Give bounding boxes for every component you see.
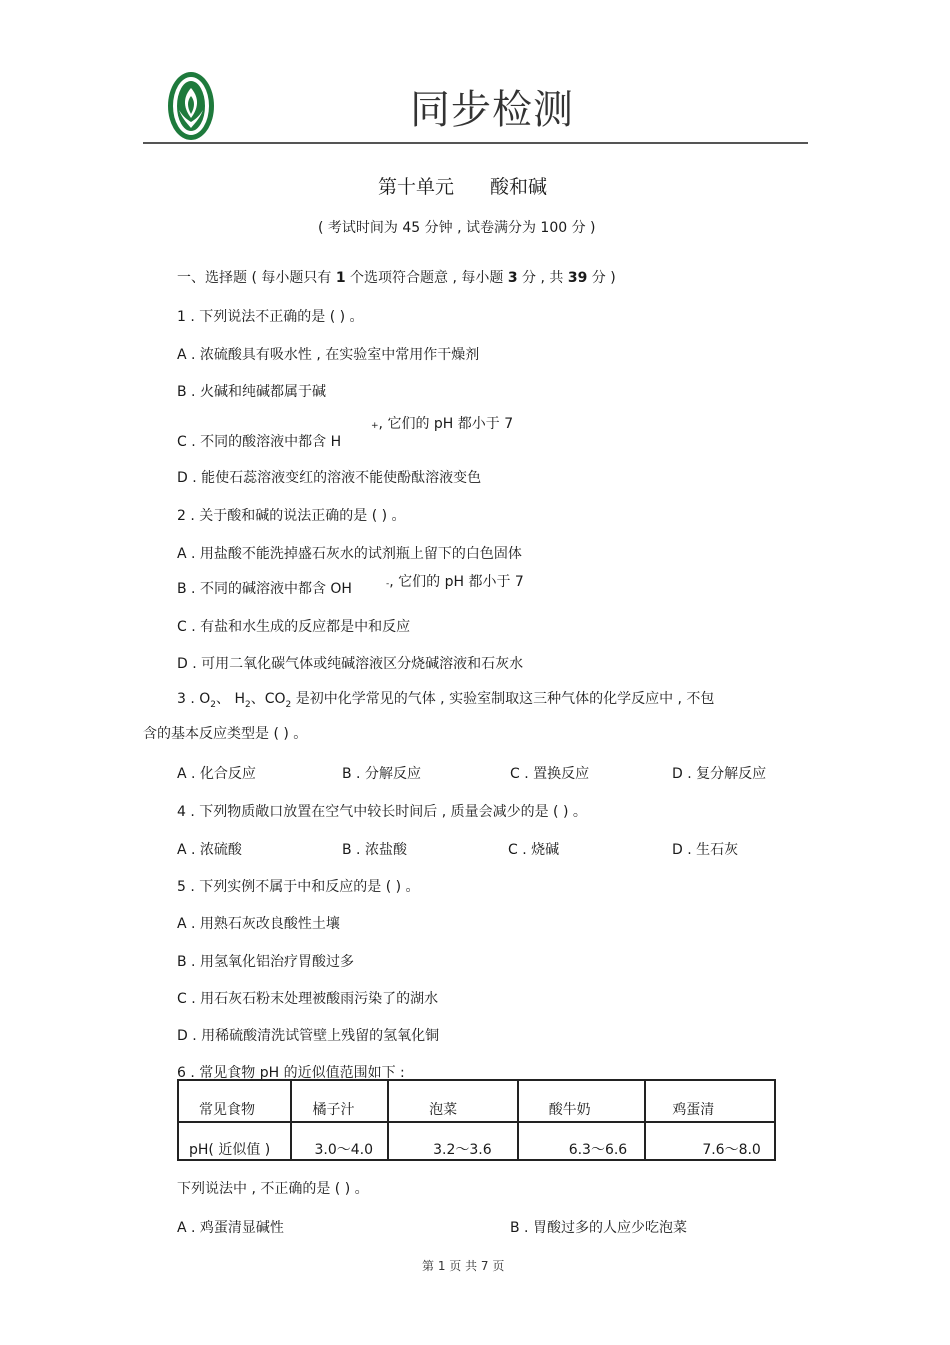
question-5-option-a: A . 用熟石灰改良酸性土壤 bbox=[177, 916, 340, 932]
question-5-option-b: B . 用氢氧化铝治疗胃酸过多 bbox=[177, 954, 354, 970]
question-3-option-b: B . 分解反应 bbox=[342, 766, 421, 782]
question-4-option-b: B . 浓盐酸 bbox=[342, 842, 407, 858]
question-4-option-c: C . 烧碱 bbox=[508, 842, 560, 858]
question-1-option-a: A . 浓硫酸具有吸水性 , 在实验室中常用作干燥剂 bbox=[177, 347, 480, 363]
question-2-option-b-rest: -, 它们的 pH 都小于 7 bbox=[386, 574, 524, 590]
question-5-stem: 5 . 下列实例不属于中和反应的是 ( ) 。 bbox=[177, 879, 420, 895]
exam-info: ( 考试时间为 45 分钟 , 试卷满分为 100 分 ) bbox=[318, 220, 596, 236]
table-cell: 3.0～4.0 bbox=[291, 1122, 388, 1160]
question-1-option-c-rest: +, 它们的 pH 都小于 7 bbox=[371, 416, 514, 432]
table-header-cell: 橘子汁 bbox=[291, 1080, 388, 1122]
question-2-option-b: B . 不同的碱溶液中都含 OH bbox=[177, 581, 352, 597]
question-5-option-d: D . 用稀硫酸清洗试管壁上残留的氢氧化铜 bbox=[177, 1028, 440, 1044]
table-header-cell: 常见食物 bbox=[178, 1080, 291, 1122]
section-heading: 一、选择题 ( 每小题只有 1 个选项符合题意 , 每小题 3 分 , 共 39 分 ) bbox=[177, 270, 616, 286]
question-6-option-a: A . 鸡蛋清显碱性 bbox=[177, 1220, 284, 1236]
table-header-row bbox=[178, 1080, 775, 1122]
table-header-cell: 酸牛奶 bbox=[518, 1080, 646, 1122]
question-6-stem: 6 . 常见食物 pH 的近似值范围如下 : bbox=[177, 1065, 405, 1081]
table-row bbox=[178, 1122, 775, 1160]
question-1-option-d: D . 能使石蕊溶液变红的溶液不能使酚酞溶液变色 bbox=[177, 470, 482, 486]
table-cell: 6.3～6.6 bbox=[518, 1122, 646, 1160]
publisher-logo bbox=[166, 70, 216, 146]
ph-table bbox=[177, 1079, 776, 1161]
table-cell: 3.2～3.6 bbox=[388, 1122, 518, 1160]
question-3-option-c: C . 置换反应 bbox=[510, 766, 590, 782]
question-3-option-d: D . 复分解反应 bbox=[672, 766, 767, 782]
question-3-option-a: A . 化合反应 bbox=[177, 766, 256, 782]
question-1-option-c: C . 不同的酸溶液中都含 H bbox=[177, 434, 342, 450]
question-4-option-a: A . 浓硫酸 bbox=[177, 842, 242, 858]
page-title bbox=[378, 172, 547, 199]
question-4-stem: 4 . 下列物质敞口放置在空气中较长时间后 , 质量会减少的是 ( ) 。 bbox=[177, 804, 587, 820]
page-number: 第 1 页 共 7 页 bbox=[422, 1259, 505, 1273]
table-header-cell: 泡菜 bbox=[388, 1080, 518, 1122]
brand-title: 同步检测 bbox=[410, 87, 574, 133]
question-3-stem: 3 . $O_2$、 $H_2$、$CO_2$ 是初中化学常见的气体 , 实验室制取这三种气体的化学反应中 , 不包 bbox=[177, 691, 715, 710]
question-4-option-d: D . 生石灰 bbox=[672, 842, 739, 858]
question-1-option-b: B . 火碱和纯碱都属于碱 bbox=[177, 384, 326, 400]
question-5-option-c: C . 用石灰石粉末处理被酸雨污染了的湖水 bbox=[177, 991, 439, 1007]
question-1-stem: 1 . 下列说法不正确的是 ( ) 。 bbox=[177, 309, 364, 325]
question-2-option-a: A . 用盐酸不能洗掉盛石灰水的试剂瓶上留下的白色固体 bbox=[177, 546, 522, 562]
table-header-cell: 鸡蛋清 bbox=[645, 1080, 775, 1122]
table-cell: 7.6～8.0 bbox=[645, 1122, 775, 1160]
question-6-option-b: B . 胃酸过多的人应少吃泡菜 bbox=[510, 1220, 687, 1236]
question-6-ask: 下列说法中 , 不正确的是 ( ) 。 bbox=[177, 1181, 369, 1197]
table-cell: pH( 近似值 ) bbox=[178, 1122, 291, 1160]
header-divider bbox=[143, 142, 808, 144]
question-3-stem-cont: 含的基本反应类型是 ( ) 。 bbox=[143, 726, 308, 742]
unit-label: 第十单元 bbox=[378, 176, 455, 198]
question-2-option-d: D . 可用二氧化碳气体或纯碱溶液区分烧碱溶液和石灰水 bbox=[177, 656, 524, 672]
topic-label: 酸和碱 bbox=[490, 176, 548, 198]
question-2-option-c: C . 有盐和水生成的反应都是中和反应 bbox=[177, 619, 411, 635]
question-2-stem: 2 . 关于酸和碱的说法正确的是 ( ) 。 bbox=[177, 508, 406, 524]
